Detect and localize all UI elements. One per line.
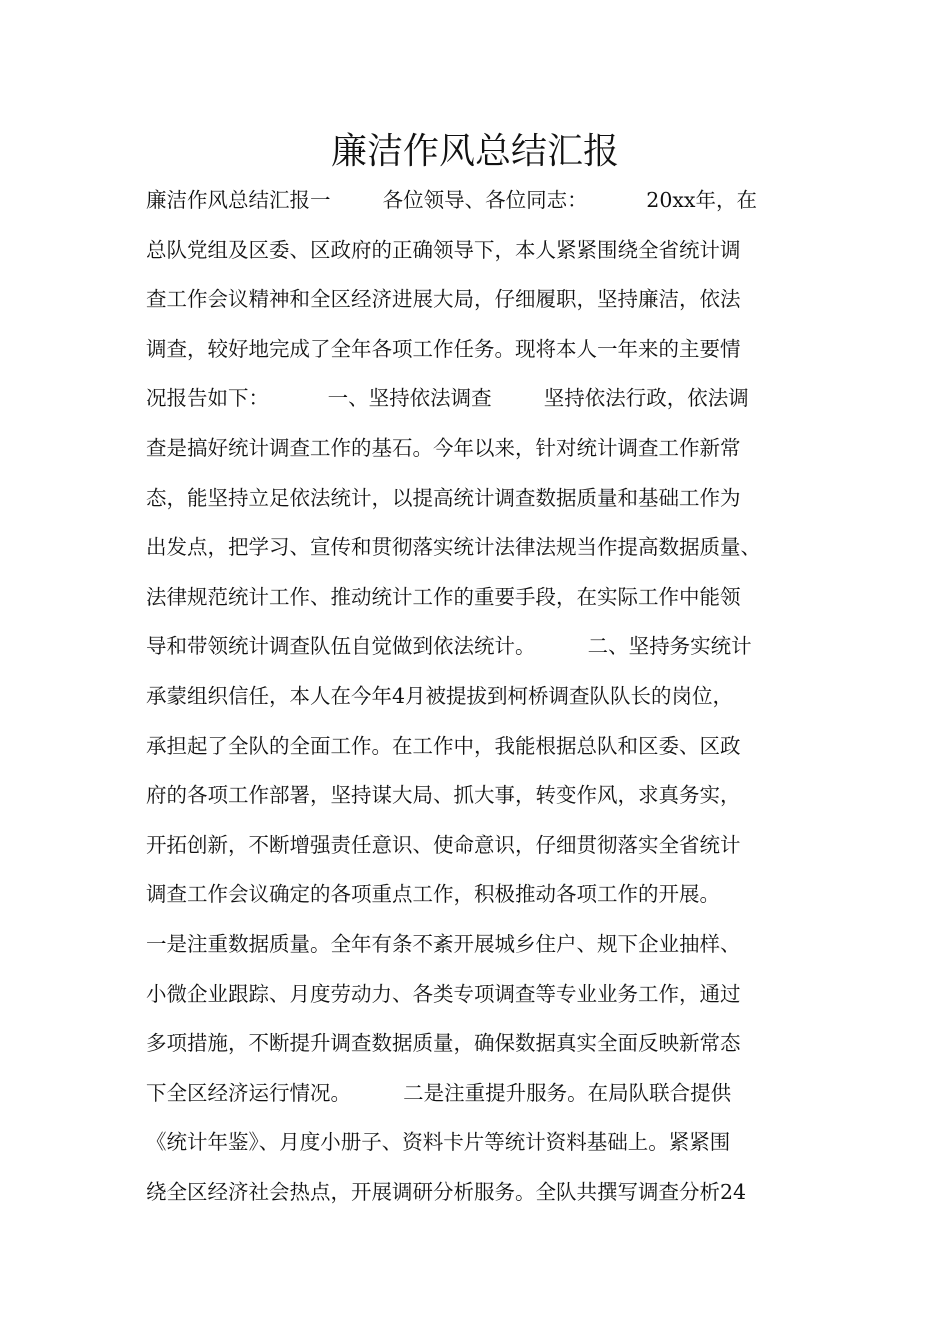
body-line: 小微企业跟踪、月度劳动力、各类专项调查等专业业务工作，通过: [146, 981, 741, 1006]
body-line: 况报告如下： 一、坚持依法调查 坚持依法行政，依法调: [146, 386, 749, 411]
body-line: 出发点，把学习、宣传和贯彻落实统计法律法规当作提高数据质量、: [146, 535, 761, 560]
body-line: 《统计年鉴》、月度小册子、资料卡片等统计资料基础上。紧紧围: [146, 1130, 731, 1155]
body-line: 总队党组及区委、区政府的正确领导下，本人紧紧围绕全省统计调: [146, 237, 741, 262]
body-line: 府的各项工作部署，坚持谋大局、抓大事，转变作风，求真务实，: [146, 783, 741, 808]
body-line: 调查，较好地完成了全年各项工作任务。现将本人一年来的主要情: [146, 336, 741, 361]
document-title: 廉洁作风总结汇报: [330, 131, 619, 172]
body-line: 廉洁作风总结汇报一 各位领导、各位同志： 20xx年，在: [146, 188, 757, 212]
document-body: [146, 176, 826, 1217]
body-line: 态，能坚持立足依法统计，以提高统计调查数据质量和基础工作为: [146, 485, 741, 510]
body-line: 查是搞好统计调查工作的基石。今年以来，针对统计调查工作新常: [146, 435, 741, 460]
body-line: 调查工作会议确定的各项重点工作，积极推动各项工作的开展。: [146, 882, 720, 907]
body-line: 承蒙组织信任，本人在今年4月被提拔到柯桥调查队队长的岗位，: [146, 683, 734, 708]
body-line: 多项措施，不断提升调查数据质量，确保数据真实全面反映新常态: [146, 1031, 741, 1056]
body-line: 法律规范统计工作、推动统计工作的重要手段，在实际工作中能领: [146, 584, 741, 609]
body-line: 导和带领统计调查队伍自觉做到依法统计。 二、坚持务实统计: [146, 634, 752, 659]
body-line: 开拓创新，不断增强责任意识、使命意识，仔细贯彻落实全省统计: [146, 832, 741, 857]
body-line: 一是注重数据质量。全年有条不紊开展城乡住户、规下企业抽样、: [146, 931, 741, 956]
body-line: 查工作会议精神和全区经济进展大局，仔细履职，坚持廉洁，依法: [146, 287, 741, 312]
body-line: 下全区经济运行情况。 二是注重提升服务。在局队联合提供: [146, 1080, 732, 1105]
body-line: 承担起了全队的全面工作。在工作中，我能根据总队和区委、区政: [146, 733, 741, 758]
body-line: 绕全区经济社会热点，开展调研分析服务。全队共撰写调查分析24: [146, 1179, 747, 1204]
